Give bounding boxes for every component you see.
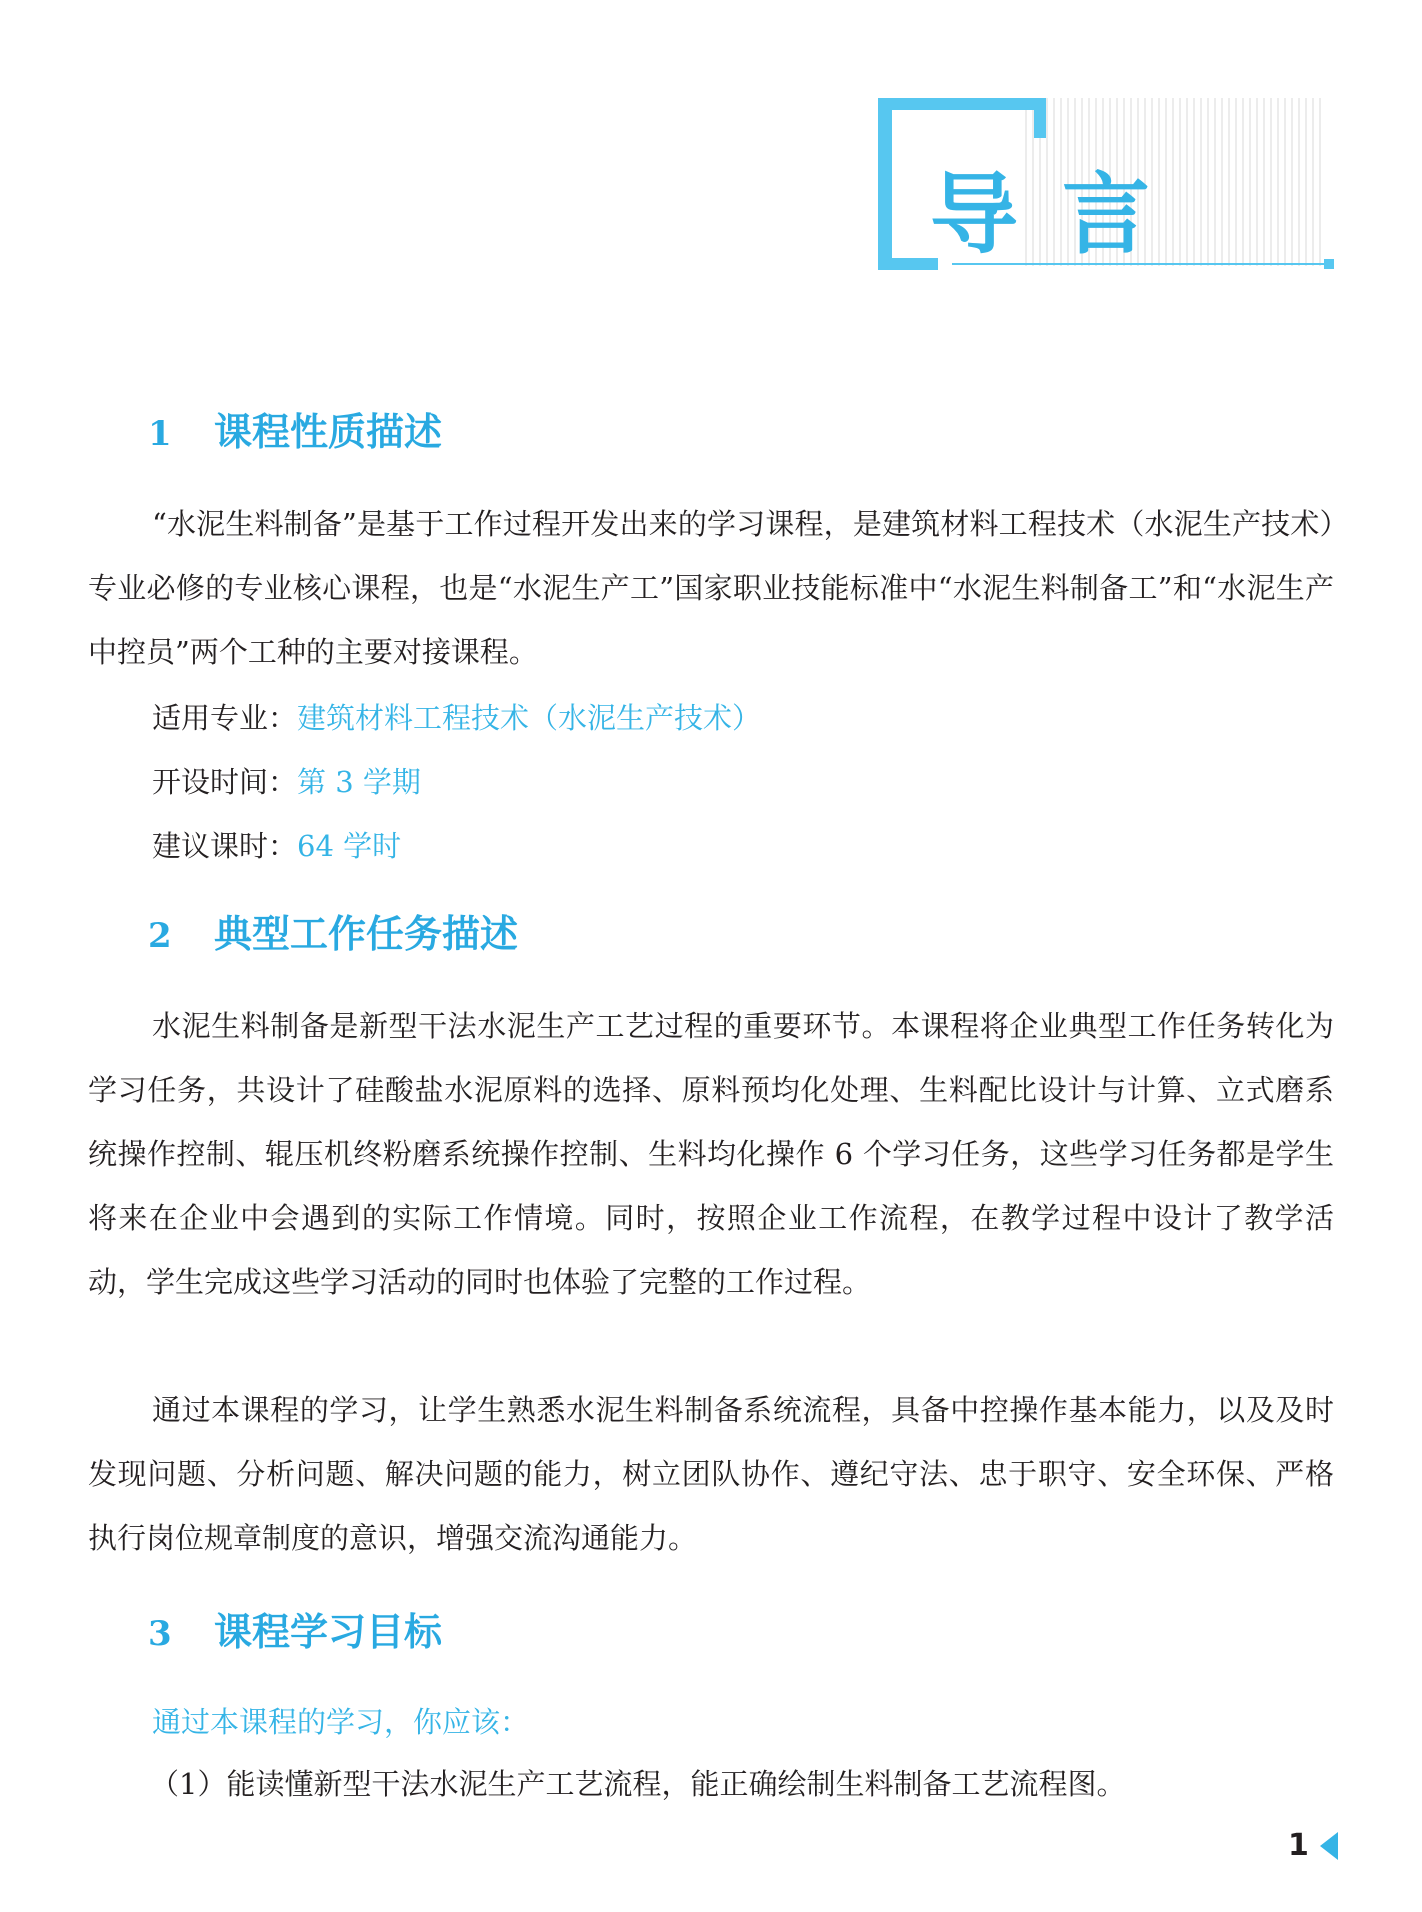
title-underline-dot — [1324, 259, 1334, 269]
page-number: 1 — [1288, 1828, 1309, 1863]
section-3-intro: 通过本课程的学习，你应该： — [152, 1705, 530, 1739]
title-frame-left — [878, 98, 892, 270]
title-frame-bottom — [878, 258, 938, 270]
section-heading-1 — [148, 404, 442, 460]
section-title: 课程性质描述 — [214, 410, 443, 454]
meta-value: 建筑材料工程技术（水泥生产技术） — [297, 701, 762, 735]
section-heading-2 — [148, 906, 518, 962]
meta-row-hours — [152, 814, 401, 878]
chapter-title: 导言 — [930, 163, 1195, 266]
section-title: 典型工作任务描述 — [214, 912, 519, 956]
title-frame-right — [1034, 98, 1046, 138]
section-title: 课程学习目标 — [214, 1610, 443, 1654]
meta-label: 建议课时： — [152, 829, 298, 863]
section-1-paragraph: “水泥生料制备”是基于工作过程开发出来的学习课程，是建筑材料工程技术（水泥生产技术）专业必修的专业核心课程，也是“水泥生产工”国家职业技能标准中“水泥生料制备工”和“水泥生产中控员”两个工种的主要对接课程。 — [88, 507, 1334, 669]
meta-value: 64 学时 — [297, 829, 402, 863]
chapter-title-block — [0, 0, 1422, 290]
section-2-paragraph-2: 通过本课程的学习，让学生熟悉水泥生料制备系统流程，具备中控操作基本能力，以及及时发现问题、分析问题、解决问题的能力，树立团队协作、遵纪守法、忠于职守、安全环保、严格执行岗位规章制度的意识，增强交流沟通能力。 — [88, 1393, 1334, 1555]
section-2-paragraph-1: 水泥生料制备是新型干法水泥生产工艺过程的重要环节。本课程将企业典型工作任务转化为学习任务，共设计了硅酸盐水泥原料的选择、原料预均化处理、生料配比设计与计算、立式磨系统操作控制、辊压机终粉磨系统操作控制、生料均化操作 6 个学习任务，这些学习任务都是学生将来在企业中会遇到的实际工作情境。同时，按照企业工作流程，在教学过程中设计了教学活动，学生完成这些学习活动的同时也体验了完整的工作过程。 — [88, 1009, 1334, 1299]
meta-row-major — [152, 686, 761, 750]
section-number: 3 — [148, 1614, 172, 1654]
meta-label: 适用专业： — [152, 701, 298, 735]
section-number: 1 — [148, 414, 172, 454]
section-number: 2 — [148, 916, 172, 956]
section-heading-3 — [148, 1604, 442, 1660]
meta-label: 开设时间： — [152, 765, 298, 799]
meta-row-semester — [152, 750, 421, 814]
objective-item: （1）能读懂新型干法水泥生产工艺流程，能正确绘制生料制备工艺流程图。 — [150, 1767, 1126, 1801]
meta-value: 第 3 学期 — [297, 765, 421, 799]
page-marker-icon — [1320, 1832, 1338, 1860]
title-frame-top — [878, 98, 1046, 110]
